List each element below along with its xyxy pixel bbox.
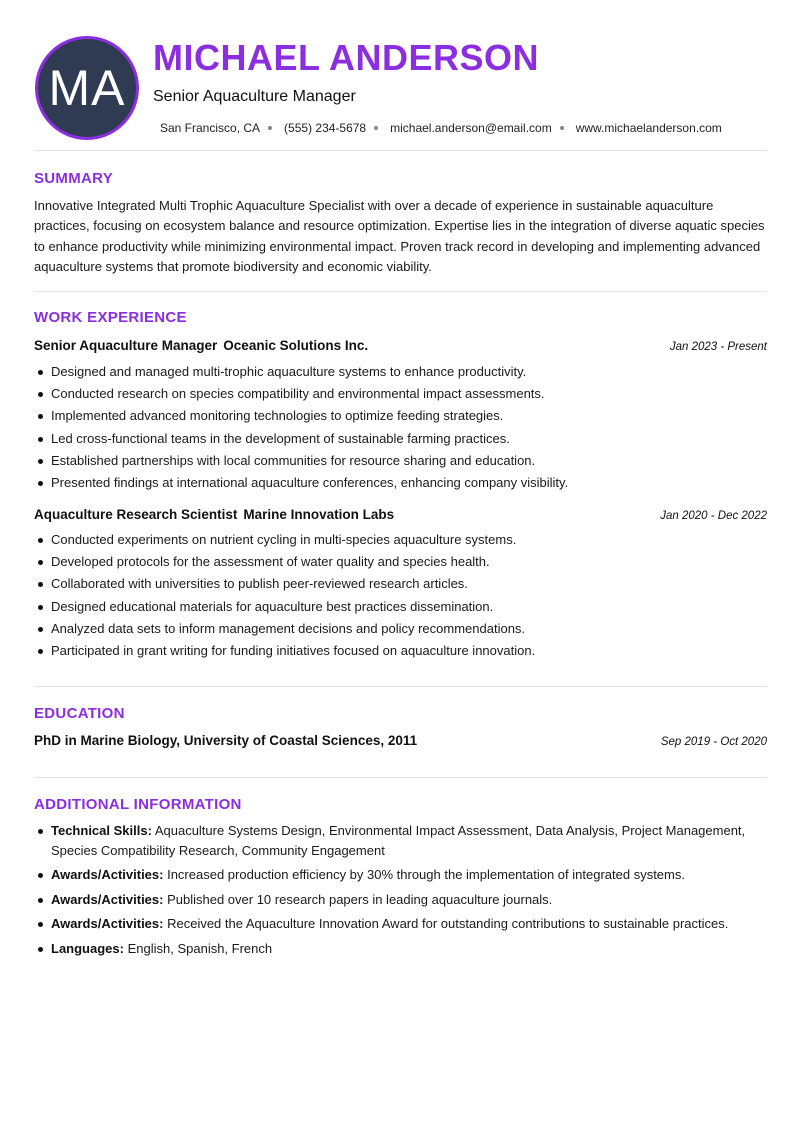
job-company: Oceanic Solutions Inc.	[223, 338, 369, 353]
item-text: Increased production efficiency by 30% through the implementation of integrated systems.	[167, 867, 685, 882]
job-dates: Jan 2023 - Present	[669, 341, 767, 353]
list-item: Collaborated with universities to publish peer-reviewed research articles.	[34, 573, 774, 595]
list-item: Analyzed data sets to inform management decisions and policy recommendations.	[34, 618, 774, 640]
list-item	[34, 914, 769, 934]
contact-phone[interactable]: (555) 234-5678	[284, 121, 367, 135]
separator-dot	[374, 126, 378, 130]
divider	[34, 686, 767, 687]
contact-location: San Francisco, CA	[160, 121, 261, 135]
list-item: Designed educational materials for aquaculture best practices dissemination.	[34, 596, 774, 618]
education-dates: Sep 2019 - Oct 2020	[660, 736, 767, 748]
separator-dot	[560, 126, 564, 130]
list-item: Developed protocols for the assessment of water quality and species health.	[34, 551, 774, 573]
avatar	[35, 36, 139, 140]
additional-info-heading: ADDITIONAL INFORMATION	[34, 796, 242, 813]
list-item: Participated in grant writing for funding initiatives focused on aquaculture innovation.	[34, 640, 774, 662]
item-label: Awards/Activities:	[51, 916, 164, 931]
job-position: Senior Aquaculture Manager	[34, 338, 218, 353]
item-label: Technical Skills:	[51, 823, 152, 838]
list-item: Implemented advanced monitoring technologies to optimize feeding strategies.	[34, 405, 774, 427]
list-item	[34, 890, 769, 910]
list-item: Established partnerships with local communities for resource sharing and education.	[34, 450, 774, 472]
list-item: Led cross-functional teams in the development of sustainable farming practices.	[34, 428, 774, 450]
job-header	[34, 507, 767, 522]
summary-text: Innovative Integrated Multi Trophic Aquaculture Specialist with over a decade of experience in sustainable aquaculture practices, focusing on ecosystem balance and resource optimization. Expertise lies in the integration of diverse aquatic species to enhance productivity while minimizing environmental impact. Proven track record in developing and implementing advanced aquaculture systems that promote biodiversity and economic viability.	[34, 198, 765, 274]
additional-info-list	[34, 821, 769, 963]
job-title	[34, 338, 368, 353]
contact-email-link[interactable]: michael.anderson@email.com	[390, 121, 552, 135]
job-dates: Jan 2020 - Dec 2022	[660, 510, 767, 522]
list-item: Conducted experiments on nutrient cycling in multi-species aquaculture systems.	[34, 529, 774, 551]
job-title	[34, 507, 394, 522]
candidate-name: MICHAEL ANDERSON	[153, 37, 540, 78]
candidate-role: Senior Aquaculture Manager	[153, 88, 356, 105]
item-label: Languages:	[51, 940, 124, 956]
job-company: Marine Innovation Labs	[243, 507, 395, 522]
list-item: Presented findings at international aquaculture conferences, enhancing company visibility.	[34, 472, 774, 494]
item-text: Aquaculture Systems Design, Environmental Impact Assessment, Data Analysis, Project Management, Species Compatibility Research, Community Engagement	[51, 823, 746, 858]
contact-website-link[interactable]: www.michaelanderson.com	[575, 121, 722, 135]
item-label: Awards/Activities:	[51, 891, 164, 907]
education-degree: PhD in Marine Biology, University of Coastal Sciences, 2011	[34, 733, 418, 748]
avatar-initials: MA	[48, 60, 126, 116]
item-text: Received the Aquaculture Innovation Award for outstanding contributions to sustainable practices.	[167, 916, 729, 931]
item-text: English, Spanish, French	[127, 940, 273, 956]
list-item	[34, 939, 769, 959]
education-entry	[34, 733, 767, 748]
work-experience-heading: WORK EXPERIENCE	[34, 309, 187, 326]
divider	[34, 777, 767, 778]
contact-bar	[160, 121, 722, 135]
job-bullets	[34, 361, 774, 494]
separator-dot	[268, 126, 272, 130]
job-position: Aquaculture Research Scientist	[34, 507, 238, 522]
list-item	[34, 821, 769, 860]
item-text: Published over 10 research papers in leading aquaculture journals.	[167, 891, 553, 907]
item-label: Awards/Activities:	[51, 867, 164, 882]
list-item: Conducted research on species compatibility and environmental impact assessments.	[34, 383, 774, 405]
list-item	[34, 865, 769, 885]
education-heading: EDUCATION	[34, 705, 125, 722]
job-bullets	[34, 529, 774, 662]
divider	[34, 150, 767, 151]
job-header	[34, 338, 767, 353]
divider	[34, 291, 767, 292]
summary-heading: SUMMARY	[34, 170, 114, 187]
list-item: Designed and managed multi-trophic aquaculture systems to enhance productivity.	[34, 361, 774, 383]
